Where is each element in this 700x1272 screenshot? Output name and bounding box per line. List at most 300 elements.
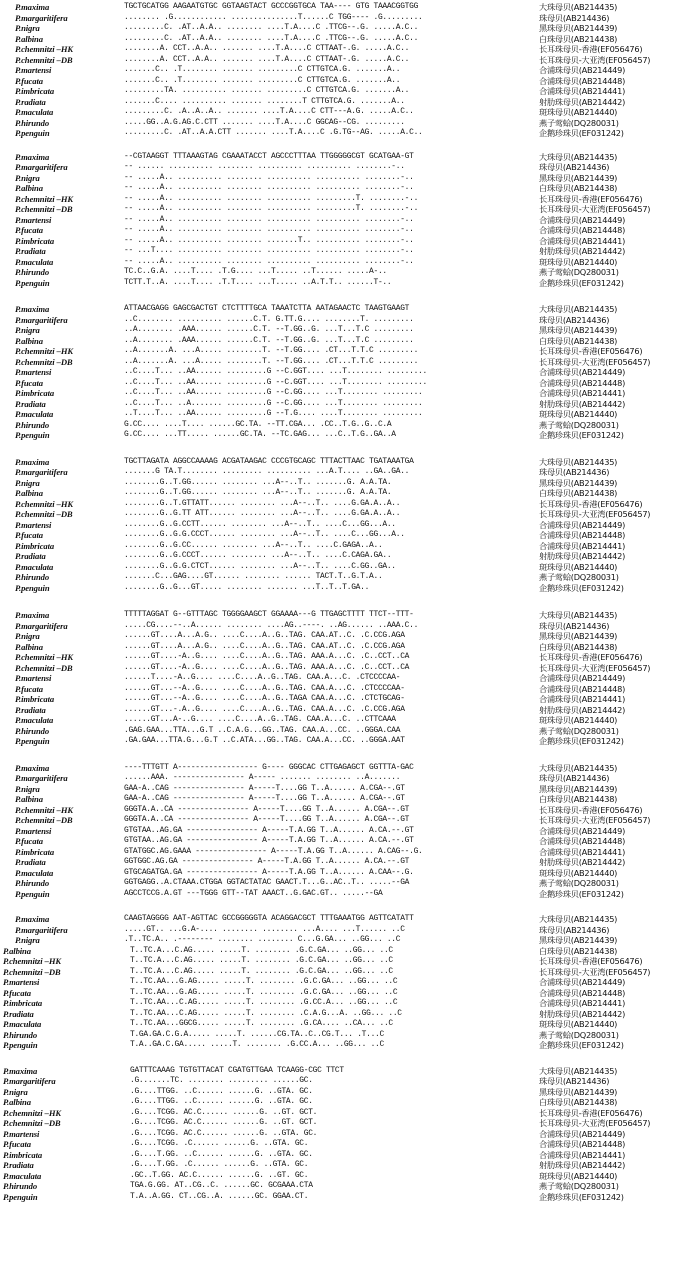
species-name: P.maxima [15,914,50,924]
sequence-text: ..C....T... ..AA...... .........G --C.GG.... ...T........ ......... [124,388,423,397]
alignment-row [0,694,700,705]
alignment-row [0,621,700,632]
species-accession-label: 大珠母贝(AB214435) [539,151,618,162]
species-name: P.imbricata [15,86,55,96]
species-accession-label: 射肋珠母贝(AB214442) [539,96,626,107]
alignment-row [0,378,700,389]
species-accession-label: 珠母贝(AB214436) [539,314,610,325]
species-accession-label: 企鹅珍珠贝(EF031242) [539,128,624,138]
alignment-row [0,304,700,315]
species-accession-label: 射肋珠母贝(AB214442) [539,398,626,409]
alignment-row [0,367,700,378]
species-accession-label: 白珠母贝(AB214438) [539,183,618,193]
sequence-text: T.A..A.GG. CT..CG..A. ......GC. GGAA.CT. [130,1191,309,1201]
alignment-row [0,705,700,716]
alignment-row [0,194,700,205]
sequence-text: -- .....A.. .......... ........ .......... .......... ........-.. [124,256,414,266]
alignment-row [0,836,700,847]
species-name: P.margaritifera [15,620,68,631]
sequence-text: .G....TCGG. AC.C...... ......G. ..GTA. GC. [130,1128,318,1138]
alignment-row [0,988,700,999]
alignment-row [0,1066,700,1077]
species-accession-label: 合浦珠母贝(AB214441) [539,846,626,857]
species-name: P.maculata [3,1170,42,1181]
sequence-text: CAAGTAGGGG AAT-AGTTAC GCCGGGGGTA ACAGGACGCT TTTGAAATGG AGTTCATATT [124,914,414,923]
species-name: P.chemnitzi –HK [15,652,74,662]
species-name: P.fucata [15,683,43,694]
sequence-text: T.A..GA.C.GA..... .....T. ........ .G.CC.A... ..GG... ..C [130,1040,384,1049]
species-name: P.hirundo [15,419,50,430]
alignment-row [0,183,700,194]
sequence-text: GGTGAGG..A.CTAAA.CTGGA GGTACTATAC GAACT.T...G..AC..T.. .....--GA [124,878,410,887]
sequence-text: -- ...... .......... ........ .......... .......... ........-.. [124,162,405,171]
species-accession-label: 合浦珠母贝(AB214449) [539,977,626,987]
species-accession-label: 射肋珠母贝(AB214442) [539,704,626,715]
alignment-row [0,794,700,805]
species-accession-label: 合浦珠母贝(AB214448) [539,1139,626,1149]
alignment-row [0,914,700,925]
species-accession-label: 合浦珠母贝(AB214441) [539,998,626,1008]
sequence-text: .G....T.GG. .C...... ......G. ..GTA. GC. [130,1160,309,1169]
sequence-text: -- .....A.. .......... ........ .......... .........T. ........-.. [124,204,419,213]
species-accession-label: 合浦珠母贝(AB214448) [539,377,626,388]
sequence-text: ......GT...--A..G.... ....C....A..G..TAG. CAA.A...C. .CTCCCCAA- [124,683,405,693]
alignment-row [0,826,700,837]
sequence-text: -- .....A.. .......... ........ .......... .......... ........-.. [124,214,414,224]
species-accession-label: 合浦珠母贝(AB214441) [539,388,626,398]
alignment-row [0,610,700,621]
species-name: P.penguin [15,128,50,138]
sequence-text: TCTT.T..A. ....T.... .T.T.... ...T..... ..A.T.T.. ......T-.. [124,277,392,287]
species-accession-label: 合浦珠母贝(AB214449) [539,1128,626,1139]
species-accession-label: 合浦珠母贝(AB214448) [539,75,626,86]
species-accession-label: 大珠母贝(AB214435) [539,304,618,314]
species-accession-label: 大珠母贝(AB214435) [539,456,618,467]
species-accession-label: 长耳珠母贝-香港(EF056476) [539,956,643,966]
sequence-text: ..A........ .AAA...... ......C.T. --T.GG..G. ...T...T.C ......... [124,325,414,334]
species-accession-label: 白珠母贝(AB214438) [539,33,618,44]
species-name: P.chemnitzi –HK [15,44,74,54]
alignment-row [0,847,700,858]
species-accession-label: 珠母贝(AB214436) [539,773,610,783]
species-accession-label: 射肋珠母贝(AB214442) [539,551,626,561]
species-accession-label: 珠母贝(AB214436) [539,924,610,935]
alignment-block-8 [0,1066,700,1203]
species-name: P.nigra [15,935,40,945]
species-name: P.albina [15,794,43,804]
species-name: P.radiata [15,704,46,715]
species-name: P.fucata [3,987,31,998]
sequence-text: T..TC.AA...C.AG..... .....T. ........ .G.CC.A... ..GG... ..C [130,998,398,1007]
alignment-row [0,663,700,674]
species-name: P.radiata [15,246,46,256]
species-accession-label: 燕子莺蛤(DQ280031) [539,878,619,888]
alignment-row [0,478,700,489]
species-name: P.maxima [15,304,50,314]
species-name: P.martensi [15,519,52,530]
species-accession-label: 燕子莺蛤(DQ280031) [539,1181,619,1191]
alignment-row [0,784,700,795]
alignment-row [0,118,700,129]
alignment-row [0,763,700,774]
alignment-row [0,998,700,1009]
alignment-row [0,509,700,520]
species-name: P.albina [15,641,43,652]
species-accession-label: 合浦珠母贝(AB214448) [539,987,626,998]
species-accession-label: 斑珠母贝(AB214440) [539,561,618,572]
alignment-row [0,1150,700,1161]
alignment-row [0,357,700,368]
alignment-row [0,1129,700,1140]
species-name: P.albina [15,183,43,193]
sequence-text: .........C. .AT..A.A.. ........ ....T.A....C .TTCG--.G. .....A.C.. [124,23,419,32]
alignment-row [0,23,700,34]
species-name: P.margaritifera [15,162,68,172]
species-accession-label: 长耳珠母贝-香港(EF056476) [539,1107,643,1118]
alignment-row [0,1181,700,1192]
sequence-text: .G....TCGG. AC.C...... ......G. ..GT. GCT. [130,1118,318,1127]
sequence-text: T..TC.AA...GGCG..... .....T. ........ .G.CA.... ..CA... ..C [130,1019,393,1028]
sequence-text: ........G..G.G.CCCT...... ........ ...A--..T.. ....C...GG...A.. [124,530,405,539]
species-name: P.nigra [15,23,40,33]
species-name: P.nigra [15,783,40,794]
sequence-text: T..TC.AA...C.AG..... .....T. ........ .C.A.G...A. ..GG... ..C [130,1008,402,1018]
species-name: P.maculata [15,867,54,878]
sequence-text: TTTTTAGGAT G--GTTTAGC TGGGGAAGCT GGAAAA---G TTGAGCTTTT TTCT--TTT- [124,610,414,619]
sequence-text: TGA.G.GG. AT..CG..C. ......GC. GCGAAA.CTA [130,1181,313,1190]
species-name: P.imbricata [3,998,43,1008]
species-name: P.nigra [15,325,40,335]
alignment-row [0,1192,700,1203]
species-accession-label: 白珠母贝(AB214438) [539,335,618,346]
species-name: P.martensi [3,1128,40,1139]
alignment-row [0,889,700,900]
alignment-row [0,977,700,988]
species-accession-label: 斑珠母贝(AB214440) [539,256,618,267]
species-name: P.albina [15,33,43,44]
species-name: P.hirundo [15,878,50,888]
species-name: P.radiata [15,857,46,867]
alignment-row [0,1097,700,1108]
species-name: P.imbricata [15,388,55,398]
species-name: P.maculata [15,561,54,572]
species-accession-label: 合浦珠母贝(AB214449) [539,367,626,377]
species-name: P.maxima [15,151,50,162]
alignment-row [0,520,700,531]
species-name: P.radiata [15,551,46,561]
alignment-row [0,541,700,552]
species-name: P.penguin [15,736,50,746]
alignment-row [0,551,700,562]
alignment-row [0,257,700,268]
alignment-row [0,2,700,13]
species-accession-label: 黑珠母贝(AB214439) [539,935,618,945]
species-name: P.fucata [15,225,43,235]
alignment-row [0,336,700,347]
species-name: P.penguin [15,277,50,288]
sequence-text: GGTGGC.AG.GA ---------------- A-----T.A.GG T..A...... A.CA.--.GT [124,857,410,866]
sequence-text: -- .....A.. .......... ........ .......... .......... ........-.. [124,172,414,182]
alignment-row [0,86,700,97]
alignment-block-2 [0,152,700,289]
alignment-row [0,467,700,478]
sequence-text: ......GT...--A..G.... ....C....A..G..TAGA CAA.A...C. .CTCTGCAG- [124,694,405,703]
species-name: P.albina [15,488,43,498]
species-accession-label: 企鹅珍珠贝(EF031242) [539,430,624,440]
species-name: P.margaritifera [15,314,68,325]
species-accession-label: 合浦珠母贝(AB214441) [539,235,626,246]
species-accession-label: 长耳珠母贝-大亚湾(EF056457) [539,966,651,977]
sequence-text: --CGTAAGGT TTTAAAGTAG CGAAATACCT AGCCCTTTAA TTGGGGGCGT GCATGAA-GT [124,151,414,161]
species-accession-label: 白珠母贝(AB214438) [539,641,618,652]
species-accession-label: 合浦珠母贝(AB214448) [539,225,626,235]
species-accession-label: 长耳珠母贝-香港(EF056476) [539,346,643,356]
sequence-text: .G....TCGG. AC.C...... ......G. ..GT. GCT. [130,1107,318,1117]
sequence-text: ..C....T... ..AA...... .........G --C.GGT.... ...T........ ......... [124,377,427,387]
alignment-row [0,530,700,541]
species-accession-label: 黑珠母贝(AB214439) [539,325,618,335]
alignment-row [0,1087,700,1098]
species-accession-label: 企鹅珍珠贝(EF031242) [539,736,624,746]
alignment-row [0,65,700,76]
species-accession-label: 射肋珠母贝(AB214442) [539,246,626,256]
species-name: P.chemnitzi –DB [3,966,61,977]
sequence-text: ......GT....A...A.G.. ....C....A..G..TAG. CAA.AT..C. .C.CCG.AGA [124,641,405,651]
species-name: P.chemnitzi –DB [15,356,73,367]
sequence-text: .G....TTGG. ..C...... ......G. ..GTA. GC. [130,1097,313,1106]
sequence-text: GTATGGC.AG.GAAA ---------------- A-----T.A.GG T..A...... A.CAG--.G. [124,846,423,856]
species-name: P.hirundo [3,1181,38,1191]
species-accession-label: 合浦珠母贝(AB214449) [539,673,626,683]
species-name: P.penguin [15,888,50,899]
sequence-text: ..A.......A. ...A..... ........T. --T.GG.... .CT...T.T.C ......... [124,356,419,366]
sequence-text: AGCCTCCG.A.GT ---TGGG GTT--TAT AAACT..G.GAC.GT.. .....--GA [124,888,383,898]
species-accession-label: 射肋珠母贝(AB214442) [539,857,626,867]
alignment-row [0,346,700,357]
sequence-text: GAA-A..CAG ---------------- A-----T....GG T..A...... A.CGA--.GT [124,783,405,793]
sequence-text: ..C....T... ..A....... .........G --C.GG.... ...T........ ......... [124,398,423,408]
species-accession-label: 合浦珠母贝(AB214449) [539,519,626,530]
alignment-row [0,673,700,684]
sequence-text: ........ .G............ ...............T......C TGG---- .G......... [124,12,423,22]
alignment-row [0,726,700,737]
species-accession-label: 燕子莺蛤(DQ280031) [539,572,619,582]
sequence-text: GGGTA.A..CA ---------------- A-----T....GG T..A...... A.CGA--.GT [124,815,410,824]
species-accession-label: 斑珠母贝(AB214440) [539,867,618,878]
species-name: P.margaritifera [15,773,68,783]
species-name: P.maculata [15,715,54,725]
species-accession-label: 企鹅珍珠贝(EF031242) [539,582,624,593]
alignment-row [0,409,700,420]
alignment-row [0,499,700,510]
sequence-text: ........G..G.CCCT...... ........ ...A--..T.. ....C.CAGA.GA.. [124,551,392,560]
species-accession-label: 大珠母贝(AB214435) [539,762,618,773]
sequence-text: .G....TTGG. ..C...... ......G. ..GTA. GC. [130,1086,313,1096]
sequence-text: ........G..G.G.CTCT...... ........ ...A--..T.. ....C.GG..GA.. [124,561,396,571]
species-accession-label: 燕子莺蛤(DQ280031) [539,267,619,277]
species-name: P.chemnitzi –HK [15,193,74,204]
alignment-row [0,267,700,278]
species-name: P.martensi [3,977,40,987]
sequence-text: .G.......TC. ........ ......... ......GC. [130,1076,313,1085]
sequence-text: T..TC.A...C.AG..... .....T. ........ .G.C.GA... ..GG... ..C [130,945,393,955]
alignment-block-1 [0,2,700,139]
sequence-text: .......C.... .......... ....... ........T CTTGTCA.G. .......A.. [124,96,405,106]
sequence-text: .......C...GAG....GT...... ........ ...... TACT.T..G.T.A.. [124,572,383,581]
alignment-row [0,652,700,663]
species-accession-label: 长耳珠母贝-大亚湾(EF056457) [539,815,651,825]
species-accession-label: 斑珠母贝(AB214440) [539,715,618,725]
sequence-text: ........G..T.GG...... ........ ...A--..T.. .......G. A.A.TA. [124,488,392,497]
sequence-text: -- .....A.. .......... ........ .......... .......... ........-.. [124,183,414,192]
species-accession-label: 企鹅珍珠贝(EF031242) [539,1191,624,1202]
species-name: P.maxima [15,610,50,620]
species-name: P.maculata [15,409,54,419]
species-accession-label: 黑珠母贝(AB214439) [539,631,618,641]
sequence-text: ......GT....-A..G.... ....C....A..G..TAG. AAA.A...C. .C..CCT..CA [124,652,410,661]
sequence-text: .......C.. .T........ ....... .........C CTTGTCA.G. .......A.. [124,65,401,74]
alignment-row [0,173,700,184]
species-accession-label: 白珠母贝(AB214438) [539,1097,618,1107]
sequence-text: .GC..T.GG. AC.C...... ......G. ..GT. GC. [130,1170,309,1180]
alignment-row [0,572,700,583]
sequence-text: .......C.. .T........ ....... .........C CTTGTCA.G. .......A.. [124,75,401,85]
species-name: P.chemnitzi –HK [3,1107,62,1118]
alignment-row [0,946,700,957]
alignment-row [0,956,700,967]
alignment-row [0,1009,700,1020]
alignment-row [0,325,700,336]
sequence-alignment [0,2,700,1202]
sequence-text: ........A. CCT..A.A.. ....... ....T.A....C CTTAAT-.G. .....A.C.. [124,54,410,64]
species-name: P.albina [3,945,31,956]
alignment-block-5 [0,610,700,747]
sequence-text: ..T....T... ..AA...... .........G --T.G.... ....T........ ......... [124,409,423,418]
sequence-text: T..TC.A...C.AG..... .....T. ........ .G.C.GA... ..GG... ..C [130,956,393,965]
species-accession-label: 长耳珠母贝-香港(EF056476) [539,44,643,54]
species-accession-label: 大珠母贝(AB214435) [539,2,618,12]
sequence-text: ATTAACGAGG GAGCGACTGT CTCTTTTGCA TAAATCTTA AATAGAACTC TAAGTGAAGT [124,304,410,313]
species-name: P.nigra [15,477,40,488]
alignment-row [0,925,700,936]
species-name: P.martensi [15,367,52,377]
alignment-row [0,935,700,946]
alignment-row [0,204,700,215]
species-accession-label: 燕子莺蛤(DQ280031) [539,1029,619,1040]
species-name: P.maculata [3,1019,42,1029]
sequence-text: .........TA. .......... ....... .........C CTTGTCA.G. .......A.. [124,86,410,95]
species-name: P.chemnitzi –DB [3,1118,61,1128]
sequence-text: ..C........ .......... ......C.T. G.TT.G.... ........T. ......... [124,314,414,324]
species-accession-label: 长耳珠母贝-香港(EF056476) [539,652,643,662]
species-name: P.maculata [15,256,54,267]
alignment-row [0,1040,700,1051]
alignment-row [0,1076,700,1087]
alignment-row [0,388,700,399]
species-name: P.fucata [15,836,43,846]
species-name: P.imbricata [15,694,55,704]
sequence-text: T..TC.AA...G.AG..... .....T. ........ .G.C.GA... ..GG... ..C [130,977,398,986]
species-name: P.fucata [15,530,43,540]
species-accession-label: 合浦珠母贝(AB214441) [539,1149,626,1160]
alignment-row [0,55,700,66]
alignment-row [0,715,700,726]
alignment-block-7 [0,914,700,1051]
species-name: P.albina [3,1097,31,1107]
sequence-text: TGCTTAGATA AGGCCAAAAG ACGATAAGAC CCCGTGCAGC TTTACTTAAC TGATAAATGA [124,456,414,466]
species-accession-label: 长耳珠母贝-香港(EF056476) [539,193,643,204]
sequence-text: .........C. .A..A..A.. ....... ....T.A....C CTT---A.G. .....A.C.. [124,107,414,116]
alignment-block-6 [0,763,700,900]
species-name: P.martensi [15,825,52,836]
alignment-row [0,399,700,410]
species-accession-label: 射肋珠母贝(AB214442) [539,1160,626,1170]
sequence-text: .....GT.. ...G.A-.... ........ ........ ...A.... ...T...... ..C [124,924,405,934]
sequence-text: G.CC.... ....T.... ......GC.TA. --TT.CGA... .CC..T.G..G..C.A [124,419,392,429]
alignment-row [0,488,700,499]
alignment-row [0,1019,700,1030]
alignment-row [0,44,700,55]
species-accession-label: 斑珠母贝(AB214440) [539,107,618,117]
sequence-text: GATTTCAAAG TGTGTTACAT CGATGTTGAA TCAAGG-CGC TTCT [130,1065,344,1075]
sequence-text: ......GT....A...A.G.. ....C....A..G..TAG. CAA.AT..C. .C.CCG.AGA [124,631,405,640]
species-accession-label: 合浦珠母贝(AB214448) [539,836,626,846]
sequence-text: .....GG..A.G.AG.C.CTT ....... ....T.A....C GGCAG--CG. ......... [124,117,405,127]
alignment-row [0,583,700,594]
species-name: P.chemnitzi –HK [15,498,74,509]
species-accession-label: 斑珠母贝(AB214440) [539,1019,618,1029]
sequence-text: ........G..G.CCTT...... ........ ...A--..T.. ....C...GG...A.. [124,519,396,529]
sequence-text: TC.C..G.A. ....T.... .T.G.... ...T..... ..T...... .....A-.. [124,267,387,276]
alignment-row [0,107,700,118]
sequence-text: ......GT...-.A..G.... ....C....A..G..TAG. CAA.A...C. .C.CCG.AGA [124,704,405,714]
species-name: P.hirundo [3,1029,38,1040]
species-name: P.imbricata [3,1149,43,1160]
alignment-row [0,684,700,695]
sequence-text: ----TTTGTT A------------------ G---- GGGCAC CTTGAGAGCT GGTTTA-GAC [124,762,414,772]
species-name: P.imbricata [15,540,55,551]
species-accession-label: 珠母贝(AB214436) [539,12,610,23]
species-name: P.margaritifera [15,12,68,23]
species-name: P.nigra [3,1086,28,1097]
alignment-block-3 [0,304,700,441]
alignment-row [0,1118,700,1129]
species-name: P.penguin [3,1040,38,1050]
sequence-text: ........G..T.GG...... ........ ...A--..T.. .......G. A.A.TA. [124,477,392,487]
alignment-row [0,642,700,653]
alignment-row [0,736,700,747]
species-accession-label: 长耳珠母贝-大亚湾(EF056457) [539,509,651,519]
species-name: P.chemnitzi –HK [15,346,74,356]
sequence-text: ......AAA. ---------------- A----- ....... ........ ..A....... [124,773,401,782]
sequence-text: -- ...T.... .......... ........ .......... .......... ........-.. [124,246,414,255]
alignment-row [0,97,700,108]
species-accession-label: 合浦珠母贝(AB214449) [539,65,626,75]
species-accession-label: 黑珠母贝(AB214439) [539,783,618,794]
species-accession-label: 长耳珠母贝-大亚湾(EF056457) [539,662,651,673]
species-accession-label: 长耳珠母贝-大亚湾(EF056457) [539,54,651,65]
sequence-text: ..C....T... ..AA...... .........G --C.GGT.... ...T........ ......... [124,367,427,376]
species-accession-label: 白珠母贝(AB214438) [539,945,618,956]
species-accession-label: 合浦珠母贝(AB214449) [539,825,626,836]
species-name: P.fucata [15,75,43,86]
species-name: P.maxima [15,2,50,12]
species-name: P.hirundo [15,572,50,582]
alignment-row [0,631,700,642]
species-accession-label: 斑珠母贝(AB214440) [539,409,618,419]
alignment-row [0,805,700,816]
alignment-row [0,128,700,139]
